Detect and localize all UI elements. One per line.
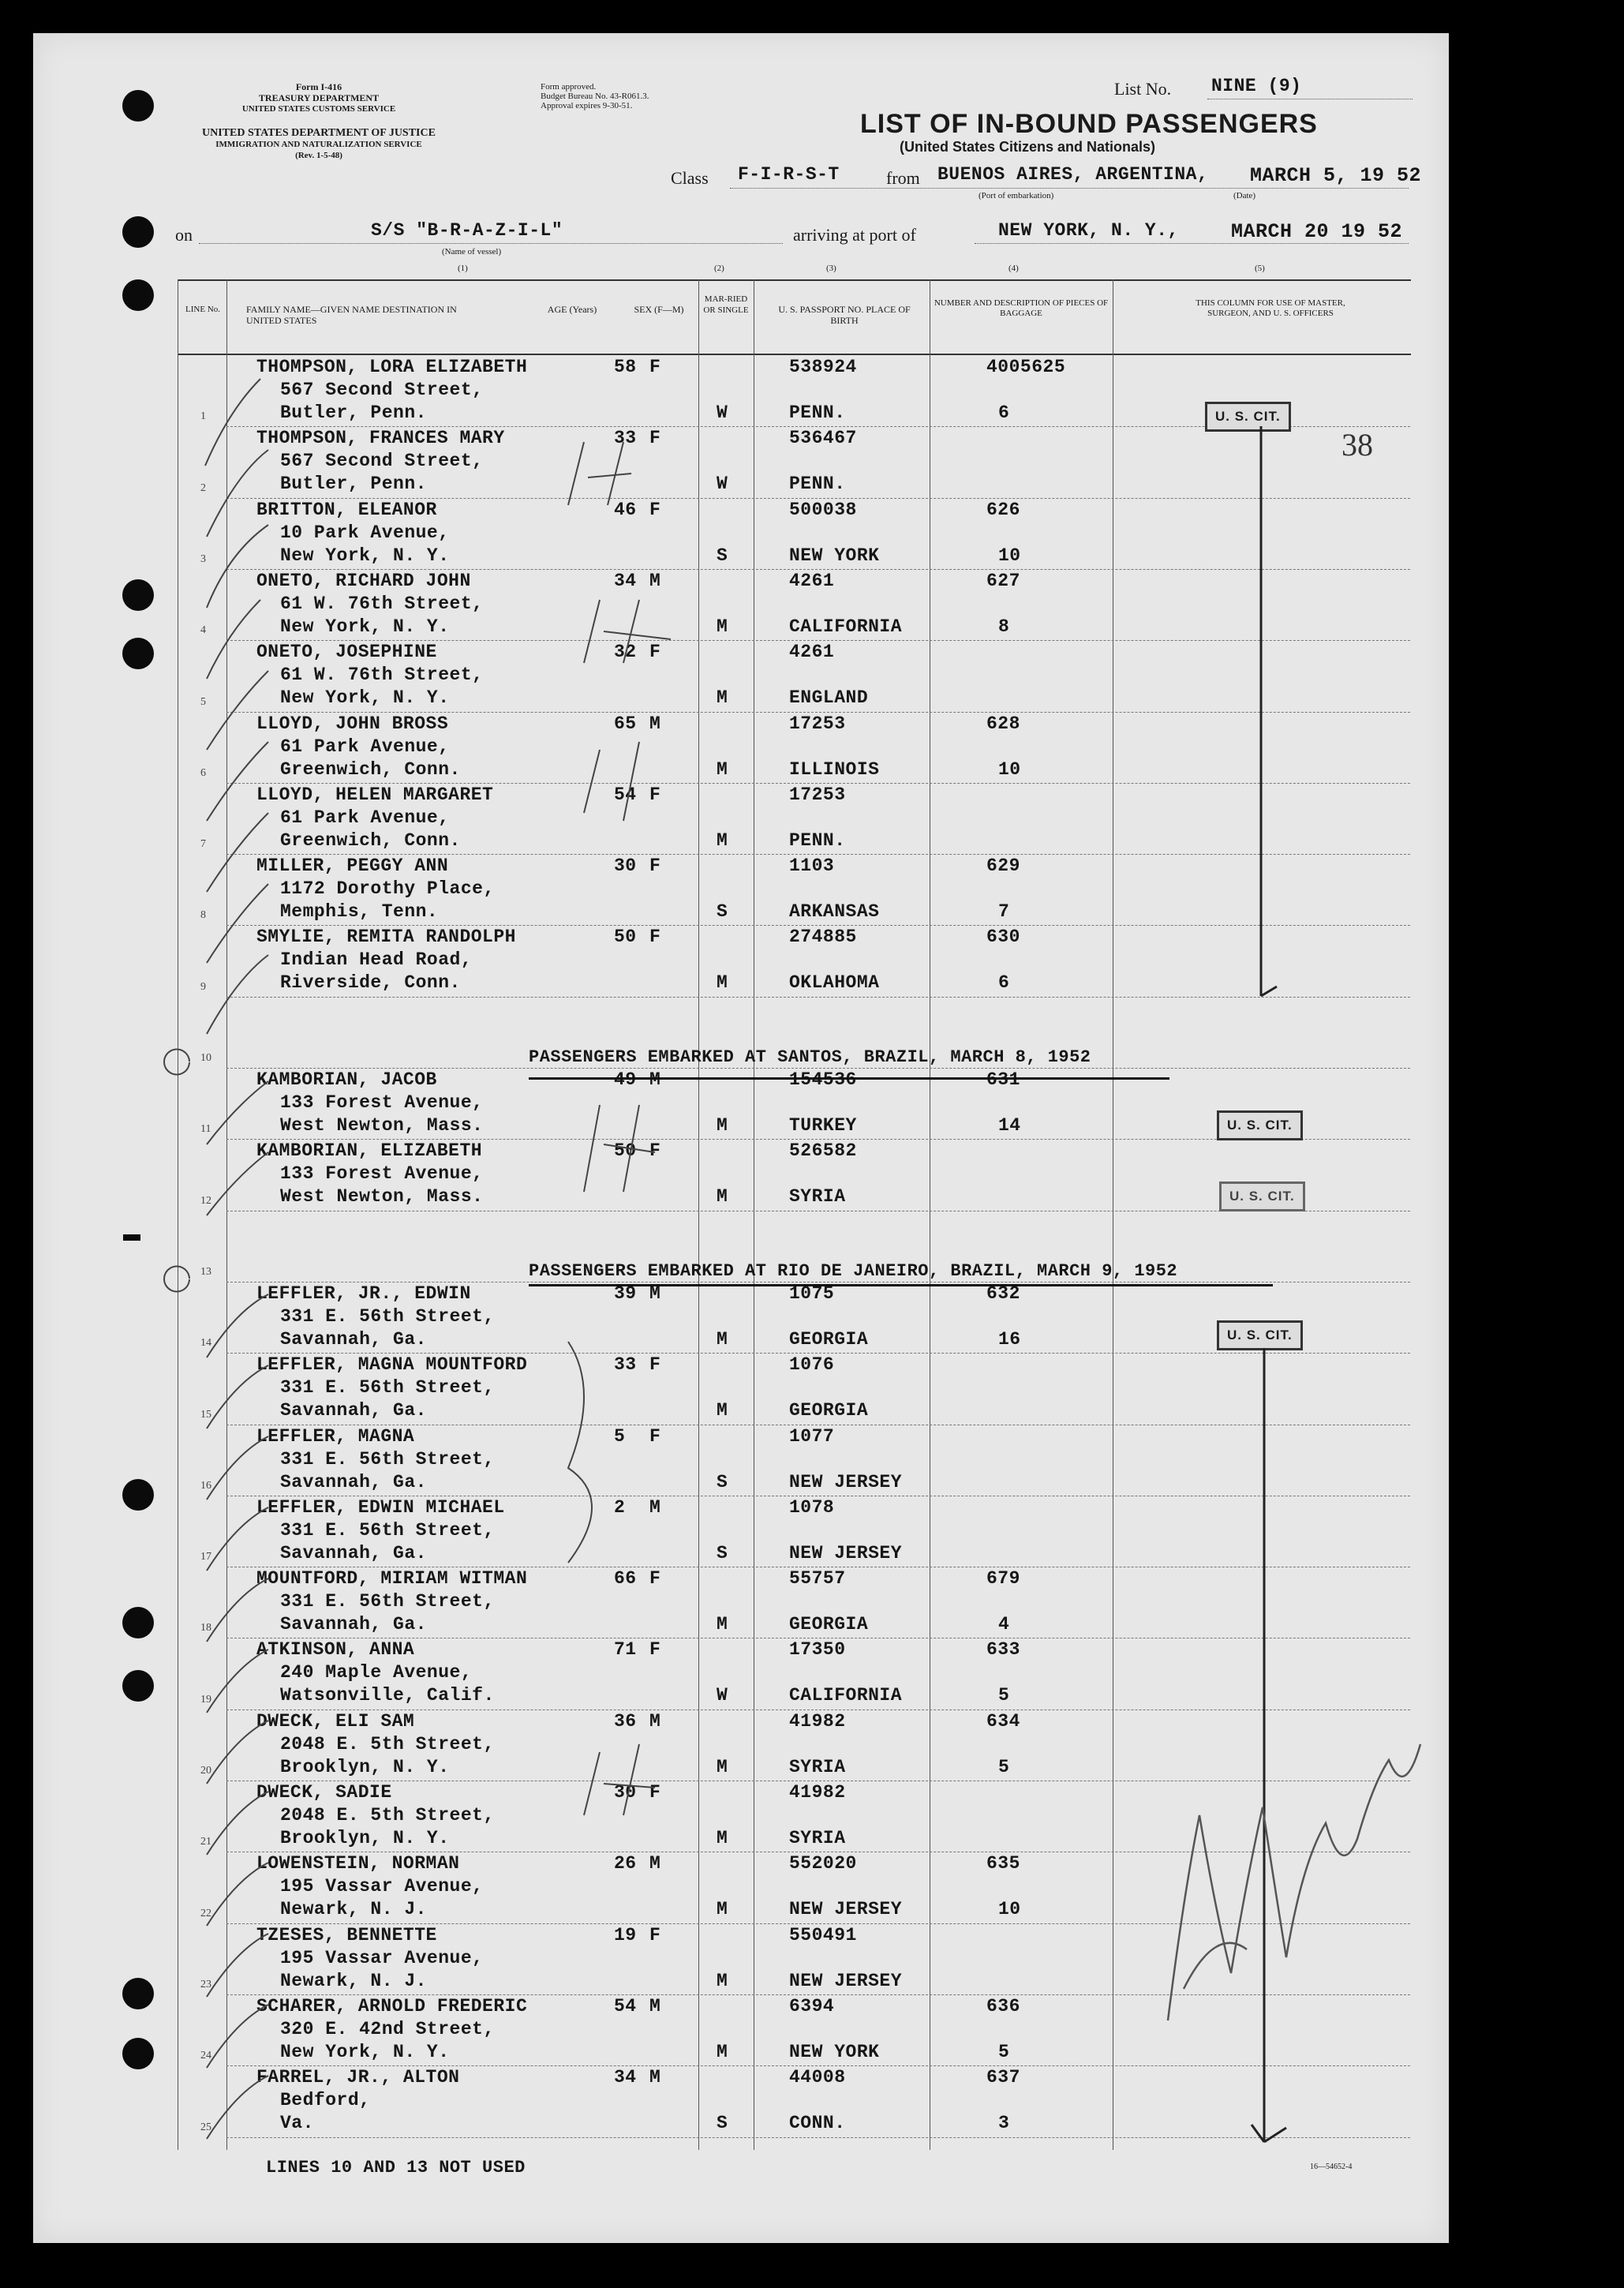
treasury-dept: TREASURY DEPARTMENT xyxy=(258,92,380,103)
passenger-city: Butler, Penn. xyxy=(280,403,427,423)
place-of-birth: GEORGIA xyxy=(789,1328,869,1350)
column-number-1: (1) xyxy=(458,264,468,273)
document-title: LIST OF IN-BOUND PASSENGERS xyxy=(860,109,1318,139)
place-of-birth: SYRIA xyxy=(789,1756,846,1777)
marital-status: W xyxy=(717,474,728,495)
marital-status: M xyxy=(717,1970,728,1991)
column-number-4: (4) xyxy=(1008,264,1019,273)
passenger-address: 2048 E. 5th Street, xyxy=(280,1733,495,1754)
passenger-name: MOUNTFORD, MIRIAM WITMAN xyxy=(256,1568,528,1590)
passenger-address: 61 Park Avenue, xyxy=(280,807,450,828)
passenger-city: Greenwich, Conn. xyxy=(280,829,461,851)
vessel-name: S/S "B-R-A-Z-I-L" xyxy=(371,220,563,241)
column-number-5: (5) xyxy=(1255,264,1265,273)
header-sex: SEX (F—M) xyxy=(634,304,684,315)
baggage-number: 628 xyxy=(986,713,1020,734)
baggage-number: 626 xyxy=(986,499,1020,520)
passenger-sex: F xyxy=(649,1354,661,1376)
passenger-sex: F xyxy=(649,1924,661,1945)
passenger-address: 61 Park Avenue, xyxy=(280,736,450,757)
form-id: Form I-416 xyxy=(295,81,342,92)
line-number: 10 xyxy=(200,1052,211,1064)
passport-number: 17253 xyxy=(789,784,846,805)
header-married: MAR-RIED OR SINGLE xyxy=(703,294,749,315)
passenger-sex: F xyxy=(649,357,661,377)
passenger-age: 46 xyxy=(614,499,637,520)
passport-number: 1078 xyxy=(789,1496,835,1518)
place-of-birth: PENN. xyxy=(789,474,846,495)
baggage-number: 627 xyxy=(986,570,1020,591)
marital-status: M xyxy=(717,1899,728,1920)
passenger-address: 331 E. 56th Street, xyxy=(280,1591,495,1612)
place-of-birth: NEW JERSEY xyxy=(789,1471,903,1492)
passenger-name: ATKINSON, ANNA xyxy=(256,1639,415,1661)
marital-status: M xyxy=(717,1328,728,1350)
passenger-name: LOWENSTEIN, NORMAN xyxy=(256,1853,460,1874)
passport-number: 500038 xyxy=(789,499,857,520)
line-number: 9 xyxy=(200,980,206,993)
marital-status: S xyxy=(717,1471,728,1492)
line-number: 6 xyxy=(200,766,206,779)
line-number: 24 xyxy=(200,2050,211,2062)
passport-number: 154536 xyxy=(789,1069,857,1090)
passenger-address: 10 Park Avenue, xyxy=(280,522,450,543)
line-number: 21 xyxy=(200,1836,211,1848)
passenger-address: 331 E. 56th Street, xyxy=(280,1519,495,1541)
arriving-label: arriving at port of xyxy=(793,225,916,245)
passenger-address: Indian Head Road, xyxy=(280,949,473,971)
marital-status: S xyxy=(717,2113,728,2134)
passenger-sex: M xyxy=(649,1995,661,2017)
marital-status: M xyxy=(717,616,728,637)
baggage-pieces: 6 xyxy=(998,403,1010,423)
passport-number: 4261 xyxy=(789,570,835,591)
passenger-age: 30 xyxy=(614,856,637,877)
line-number: 3 xyxy=(200,552,206,565)
vessel-caption: (Name of vessel) xyxy=(442,247,502,257)
passenger-sex: M xyxy=(649,1283,661,1304)
passenger-address: 133 Forest Avenue, xyxy=(280,1163,484,1185)
passenger-name: KAMBORIAN, JACOB xyxy=(256,1069,437,1090)
line-number: 18 xyxy=(200,1622,211,1635)
baggage-pieces: 10 xyxy=(998,545,1021,566)
passenger-name: DWECK, ELI SAM xyxy=(256,1710,415,1732)
passenger-city: Va. xyxy=(280,2113,314,2134)
passenger-address: 195 Vassar Avenue, xyxy=(280,1947,484,1968)
passport-number: 44008 xyxy=(789,2067,846,2088)
passport-number: 536467 xyxy=(789,428,857,449)
baggage-pieces: 10 xyxy=(998,1899,1021,1920)
approval-line-2: Budget Bureau No. 43-R061.3. xyxy=(541,92,649,101)
line-number: 20 xyxy=(200,1765,211,1777)
passenger-age: 34 xyxy=(614,2067,637,2088)
passenger-sex: F xyxy=(649,856,661,877)
officer-arrow-2 xyxy=(1252,1348,1286,2142)
passport-number: 526582 xyxy=(789,1140,857,1162)
marital-status: M xyxy=(717,1400,728,1421)
passport-number: 1076 xyxy=(789,1354,835,1376)
passenger-address: 1172 Dorothy Place, xyxy=(280,878,495,900)
passenger-age: 39 xyxy=(614,1283,637,1304)
passenger-address: 240 Maple Avenue, xyxy=(280,1662,473,1683)
place-of-birth: PENN. xyxy=(789,829,846,851)
passenger-address: 331 E. 56th Street, xyxy=(280,1377,495,1399)
place-of-birth: TURKEY xyxy=(789,1115,857,1136)
line-number: 1 xyxy=(200,410,206,423)
marital-status: M xyxy=(717,972,728,994)
list-no-label: List No. xyxy=(1114,79,1172,99)
header-passport: U. S. PASSPORT NO. PLACE OF BIRTH xyxy=(778,304,911,326)
passenger-name: FARREL, JR., ALTON xyxy=(256,2067,460,2088)
column-number-2: (2) xyxy=(714,264,724,273)
passenger-city: Greenwich, Conn. xyxy=(280,758,461,780)
passenger-name: LLOYD, JOHN BROSS xyxy=(256,713,449,734)
class-value: F-I-R-S-T xyxy=(738,164,840,185)
marital-status: M xyxy=(717,829,728,851)
us-citizen-stamp: U. S. CIT. xyxy=(1219,1181,1305,1211)
class-label: Class xyxy=(671,168,709,188)
header-baggage: NUMBER AND DESCRIPTION OF PIECES OF BAGGAGE xyxy=(934,298,1109,318)
section-header-santos: PASSENGERS EMBARKED AT SANTOS, BRAZIL, MARCH 8, 1952 xyxy=(529,1047,1091,1067)
place-of-birth: NEW JERSEY xyxy=(789,1970,903,1991)
passenger-age: 58 xyxy=(614,357,637,377)
passenger-name: LEFFLER, JR., EDWIN xyxy=(256,1283,471,1304)
baggage-number: 629 xyxy=(986,856,1020,877)
baggage-pieces: 5 xyxy=(998,1685,1010,1706)
ins-service: IMMIGRATION AND NATURALIZATION SERVICE xyxy=(215,140,422,149)
passenger-address: 567 Second Street, xyxy=(280,380,484,400)
passport-number: 41982 xyxy=(789,1710,846,1732)
marital-status: M xyxy=(717,687,728,709)
passenger-city: Savannah, Ga. xyxy=(280,1400,427,1421)
passenger-sex: M xyxy=(649,2067,661,2088)
passenger-city: New York, N. Y. xyxy=(280,687,450,709)
passenger-age: 66 xyxy=(614,1568,637,1590)
place-of-birth: ILLINOIS xyxy=(789,758,880,780)
passenger-sex: F xyxy=(649,1568,661,1590)
passenger-name: MILLER, PEGGY ANN xyxy=(256,856,449,877)
passport-number: 1077 xyxy=(789,1425,835,1447)
passenger-name: THOMPSON, FRANCES MARY xyxy=(256,428,505,449)
passenger-sex: F xyxy=(649,642,661,663)
baggage-number: 634 xyxy=(986,1710,1020,1732)
passenger-age: 2 xyxy=(614,1496,626,1518)
baggage-number: 630 xyxy=(986,927,1020,948)
passenger-age: 36 xyxy=(614,1710,637,1732)
passenger-city: Savannah, Ga. xyxy=(280,1614,427,1635)
line-number: 16 xyxy=(200,1479,211,1492)
passenger-sex: F xyxy=(649,1140,661,1162)
baggage-pieces: 6 xyxy=(998,972,1010,994)
place-of-birth: SYRIA xyxy=(789,1186,846,1208)
line-number: 4 xyxy=(200,624,206,637)
place-of-birth: ARKANSAS xyxy=(789,901,880,923)
passenger-sex: M xyxy=(649,1069,661,1090)
marital-status: W xyxy=(717,403,728,423)
section-header-rio: PASSENGERS EMBARKED AT RIO DE JANEIRO, BRAZIL, MARCH 9, 1952 xyxy=(529,1261,1178,1281)
passport-number: 1103 xyxy=(789,856,835,877)
marital-status: M xyxy=(717,758,728,780)
customs-service: UNITED STATES CUSTOMS SERVICE xyxy=(241,104,396,114)
line-number: 23 xyxy=(200,1978,211,1990)
place-of-birth: GEORGIA xyxy=(789,1400,869,1421)
form-number: 16—54652-4 xyxy=(1310,2163,1353,2171)
baggage-number: 636 xyxy=(986,1995,1020,2017)
marital-status: W xyxy=(717,1685,728,1706)
line-number: 13 xyxy=(200,1265,211,1278)
passenger-age: 71 xyxy=(614,1639,637,1661)
passenger-age: 33 xyxy=(614,428,637,449)
passport-number: 6394 xyxy=(789,1995,835,2017)
passenger-name: LEFFLER, MAGNA xyxy=(256,1425,415,1447)
marital-status: S xyxy=(717,545,728,566)
passport-number: 274885 xyxy=(789,927,857,948)
passenger-name: ONETO, JOSEPHINE xyxy=(256,642,437,663)
header-name: FAMILY NAME—GIVEN NAME DESTINATION IN UNITED STATES xyxy=(246,304,457,326)
list-no-value: NINE (9) xyxy=(1211,76,1302,96)
header-officers: THIS COLUMN FOR USE OF MASTER, SURGEON, AND U. S. OFFICERS xyxy=(1196,298,1345,318)
passenger-name: THOMPSON, LORA ELIZABETH xyxy=(256,357,528,377)
passenger-city: Brooklyn, N. Y. xyxy=(280,1828,450,1848)
marital-status: S xyxy=(717,901,728,923)
tick-marks xyxy=(164,379,671,2139)
passenger-city: Savannah, Ga. xyxy=(280,1471,427,1492)
passenger-age: 65 xyxy=(614,713,637,734)
document-subtitle: (United States Citizens and Nationals) xyxy=(900,139,1156,155)
passenger-name: ONETO, RICHARD JOHN xyxy=(256,570,471,591)
passenger-name: TZESES, BENNETTE xyxy=(256,1924,437,1945)
passenger-sex: F xyxy=(649,784,661,805)
passenger-address: 61 W. 76th Street, xyxy=(280,665,484,686)
baggage-number: 679 xyxy=(986,1568,1020,1590)
header-age: AGE (Years) xyxy=(547,304,597,315)
passenger-sex: M xyxy=(649,570,661,591)
passenger-age: 34 xyxy=(614,570,637,591)
line-number: 19 xyxy=(200,1693,211,1706)
line-number: 2 xyxy=(200,481,206,494)
us-citizen-stamp: U. S. CIT. xyxy=(1217,1110,1303,1140)
baggage-pieces: 4 xyxy=(998,1614,1010,1635)
place-of-birth: OKLAHOMA xyxy=(789,972,880,994)
passenger-sex: M xyxy=(649,1853,661,1874)
passport-number: 55757 xyxy=(789,1568,846,1590)
officer-signature xyxy=(1168,1744,1420,2020)
passenger-sex: M xyxy=(649,1496,661,1518)
passport-number: 550491 xyxy=(789,1924,857,1945)
baggage-number: 632 xyxy=(986,1283,1020,1304)
passenger-city: Riverside, Conn. xyxy=(280,972,461,994)
passenger-address: Bedford, xyxy=(280,2090,371,2111)
baggage-number: 635 xyxy=(986,1853,1020,1874)
passenger-name: SCHARER, ARNOLD FREDERIC xyxy=(256,1995,528,2017)
passport-number: 552020 xyxy=(789,1853,857,1874)
baggage-pieces: 10 xyxy=(998,758,1021,780)
baggage-number: 631 xyxy=(986,1069,1020,1090)
arrival-port: NEW YORK, N. Y., xyxy=(998,220,1179,241)
passenger-city: Watsonville, Calif. xyxy=(280,1685,495,1706)
port-caption: (Port of embarkation) xyxy=(979,191,1054,200)
line-number: 5 xyxy=(200,695,206,708)
footer-note: LINES 10 AND 13 NOT USED xyxy=(266,2158,526,2178)
baggage-number: 633 xyxy=(986,1639,1020,1661)
passenger-age: 50 xyxy=(614,927,637,948)
passenger-age: 30 xyxy=(614,1782,637,1803)
port-of-embarkation: BUENOS AIRES, ARGENTINA, xyxy=(937,164,1209,185)
place-of-birth: NEW JERSEY xyxy=(789,1542,903,1563)
form-revision: (Rev. 1-5-48) xyxy=(295,151,342,160)
baggage-pieces: 7 xyxy=(998,901,1010,923)
passenger-age: 54 xyxy=(614,784,637,805)
passport-number: 538924 xyxy=(789,357,857,377)
passenger-address: 2048 E. 5th Street, xyxy=(280,1805,495,1826)
passenger-name: LEFFLER, EDWIN MICHAEL xyxy=(256,1496,505,1518)
passenger-city: New York, N. Y. xyxy=(280,616,450,637)
embarkation-date: MARCH 5, 19 52 xyxy=(1250,164,1422,187)
us-citizen-stamp: U. S. CIT. xyxy=(1217,1320,1303,1350)
place-of-birth: PENN. xyxy=(789,403,846,423)
baggage-pieces: 8 xyxy=(998,616,1010,637)
passport-number: 4261 xyxy=(789,642,835,663)
passenger-city: Newark, N. J. xyxy=(280,1899,427,1920)
passenger-age: 5 xyxy=(614,1425,626,1447)
approval-line-1: Form approved. xyxy=(541,82,597,92)
passenger-name: DWECK, SADIE xyxy=(256,1782,392,1803)
passenger-city: Newark, N. J. xyxy=(280,1970,427,1991)
passenger-city: Butler, Penn. xyxy=(280,474,427,495)
us-citizen-stamp: U. S. CIT. xyxy=(1205,402,1291,432)
date-caption: (Date) xyxy=(1233,191,1256,200)
passenger-age: 33 xyxy=(614,1354,637,1376)
line-number: 22 xyxy=(200,1907,211,1919)
baggage-pieces: 5 xyxy=(998,1756,1010,1777)
line-number: 8 xyxy=(200,909,206,922)
line-number: 17 xyxy=(200,1551,211,1563)
passenger-sex: F xyxy=(649,927,661,948)
baggage-pieces: 3 xyxy=(998,2113,1010,2134)
approval-line-3: Approval expires 9-30-51. xyxy=(541,101,633,110)
place-of-birth: ENGLAND xyxy=(789,687,869,709)
passenger-name: LEFFLER, MAGNA MOUNTFORD xyxy=(256,1354,528,1376)
passenger-age: 50 xyxy=(614,1140,637,1162)
passport-number: 1075 xyxy=(789,1283,835,1304)
line-number: 12 xyxy=(200,1194,211,1207)
passport-number: 17253 xyxy=(789,713,846,734)
passenger-address: 331 E. 56th Street, xyxy=(280,1305,495,1327)
line-number: 14 xyxy=(200,1337,211,1350)
passenger-city: Memphis, Tenn. xyxy=(280,901,439,923)
marital-status: M xyxy=(717,1756,728,1777)
line-number: 7 xyxy=(200,838,206,851)
line-number: 25 xyxy=(200,2121,211,2133)
passenger-age: 26 xyxy=(614,1853,637,1874)
place-of-birth: CALIFORNIA xyxy=(789,1685,903,1706)
passenger-city: West Newton, Mass. xyxy=(280,1186,484,1208)
passenger-address: 133 Forest Avenue, xyxy=(280,1092,484,1113)
passenger-age: 19 xyxy=(614,1924,637,1945)
column-number-3: (3) xyxy=(826,264,836,273)
place-of-birth: CONN. xyxy=(789,2113,846,2134)
on-label: on xyxy=(175,225,193,245)
place-of-birth: NEW JERSEY xyxy=(789,1899,903,1920)
baggage-pieces: 14 xyxy=(998,1115,1021,1136)
place-of-birth: NEW YORK xyxy=(789,545,880,566)
passenger-address: 331 E. 56th Street, xyxy=(280,1448,495,1470)
marital-status: M xyxy=(717,1115,728,1136)
baggage-pieces: 16 xyxy=(998,1328,1021,1350)
handwritten-38: 38 xyxy=(1341,427,1373,462)
line-number: 15 xyxy=(200,1408,211,1421)
passenger-sex: F xyxy=(649,1425,661,1447)
passenger-address: 320 E. 42nd Street, xyxy=(280,2018,495,2039)
passenger-name: LLOYD, HELEN MARGARET xyxy=(256,784,494,805)
passenger-name: SMYLIE, REMITA RANDOLPH xyxy=(256,927,516,948)
passport-number: 41982 xyxy=(789,1782,846,1803)
passenger-city: Brooklyn, N. Y. xyxy=(280,1756,450,1777)
passenger-city: Savannah, Ga. xyxy=(280,1542,427,1563)
passenger-age: 32 xyxy=(614,642,637,663)
passenger-name: KAMBORIAN, ELIZABETH xyxy=(256,1140,483,1162)
passenger-age: 49 xyxy=(614,1069,637,1090)
baggage-number: 637 xyxy=(986,2067,1020,2088)
baggage-number: 4005625 xyxy=(986,357,1066,377)
place-of-birth: CALIFORNIA xyxy=(789,616,903,637)
marital-status: M xyxy=(717,1186,728,1208)
place-of-birth: NEW YORK xyxy=(789,2041,880,2062)
passenger-address: 567 Second Street, xyxy=(280,451,484,472)
justice-dept: UNITED STATES DEPARTMENT OF JUSTICE xyxy=(202,127,436,139)
passenger-address: 61 W. 76th Street, xyxy=(280,593,484,614)
passport-number: 17350 xyxy=(789,1639,846,1661)
passenger-city: West Newton, Mass. xyxy=(280,1115,484,1136)
line-number: 11 xyxy=(200,1123,211,1136)
from-label: from xyxy=(886,168,920,188)
passenger-address: 195 Vassar Avenue, xyxy=(280,1876,484,1897)
passenger-sex: M xyxy=(649,713,661,734)
officer-arrow-1 xyxy=(1261,426,1277,996)
passenger-age: 54 xyxy=(614,1995,637,2017)
passenger-city: New York, N. Y. xyxy=(280,545,450,566)
passenger-sex: F xyxy=(649,499,661,520)
passenger-sex: M xyxy=(649,1710,661,1732)
place-of-birth: GEORGIA xyxy=(789,1614,869,1635)
arrival-date: MARCH 20 19 52 xyxy=(1231,220,1403,243)
passenger-name: BRITTON, ELEANOR xyxy=(256,499,437,520)
passenger-sex: F xyxy=(649,1782,661,1803)
marital-status: M xyxy=(717,2041,728,2062)
header-line-no: LINE No. xyxy=(185,305,220,314)
passenger-city: Savannah, Ga. xyxy=(280,1328,427,1350)
marital-status: M xyxy=(717,1614,728,1635)
passenger-city: New York, N. Y. xyxy=(280,2041,450,2062)
place-of-birth: SYRIA xyxy=(789,1828,846,1848)
passenger-sex: F xyxy=(649,1639,661,1661)
marital-status: M xyxy=(717,1828,728,1848)
marital-status: S xyxy=(717,1542,728,1563)
baggage-pieces: 5 xyxy=(998,2041,1010,2062)
passenger-sex: F xyxy=(649,428,661,449)
